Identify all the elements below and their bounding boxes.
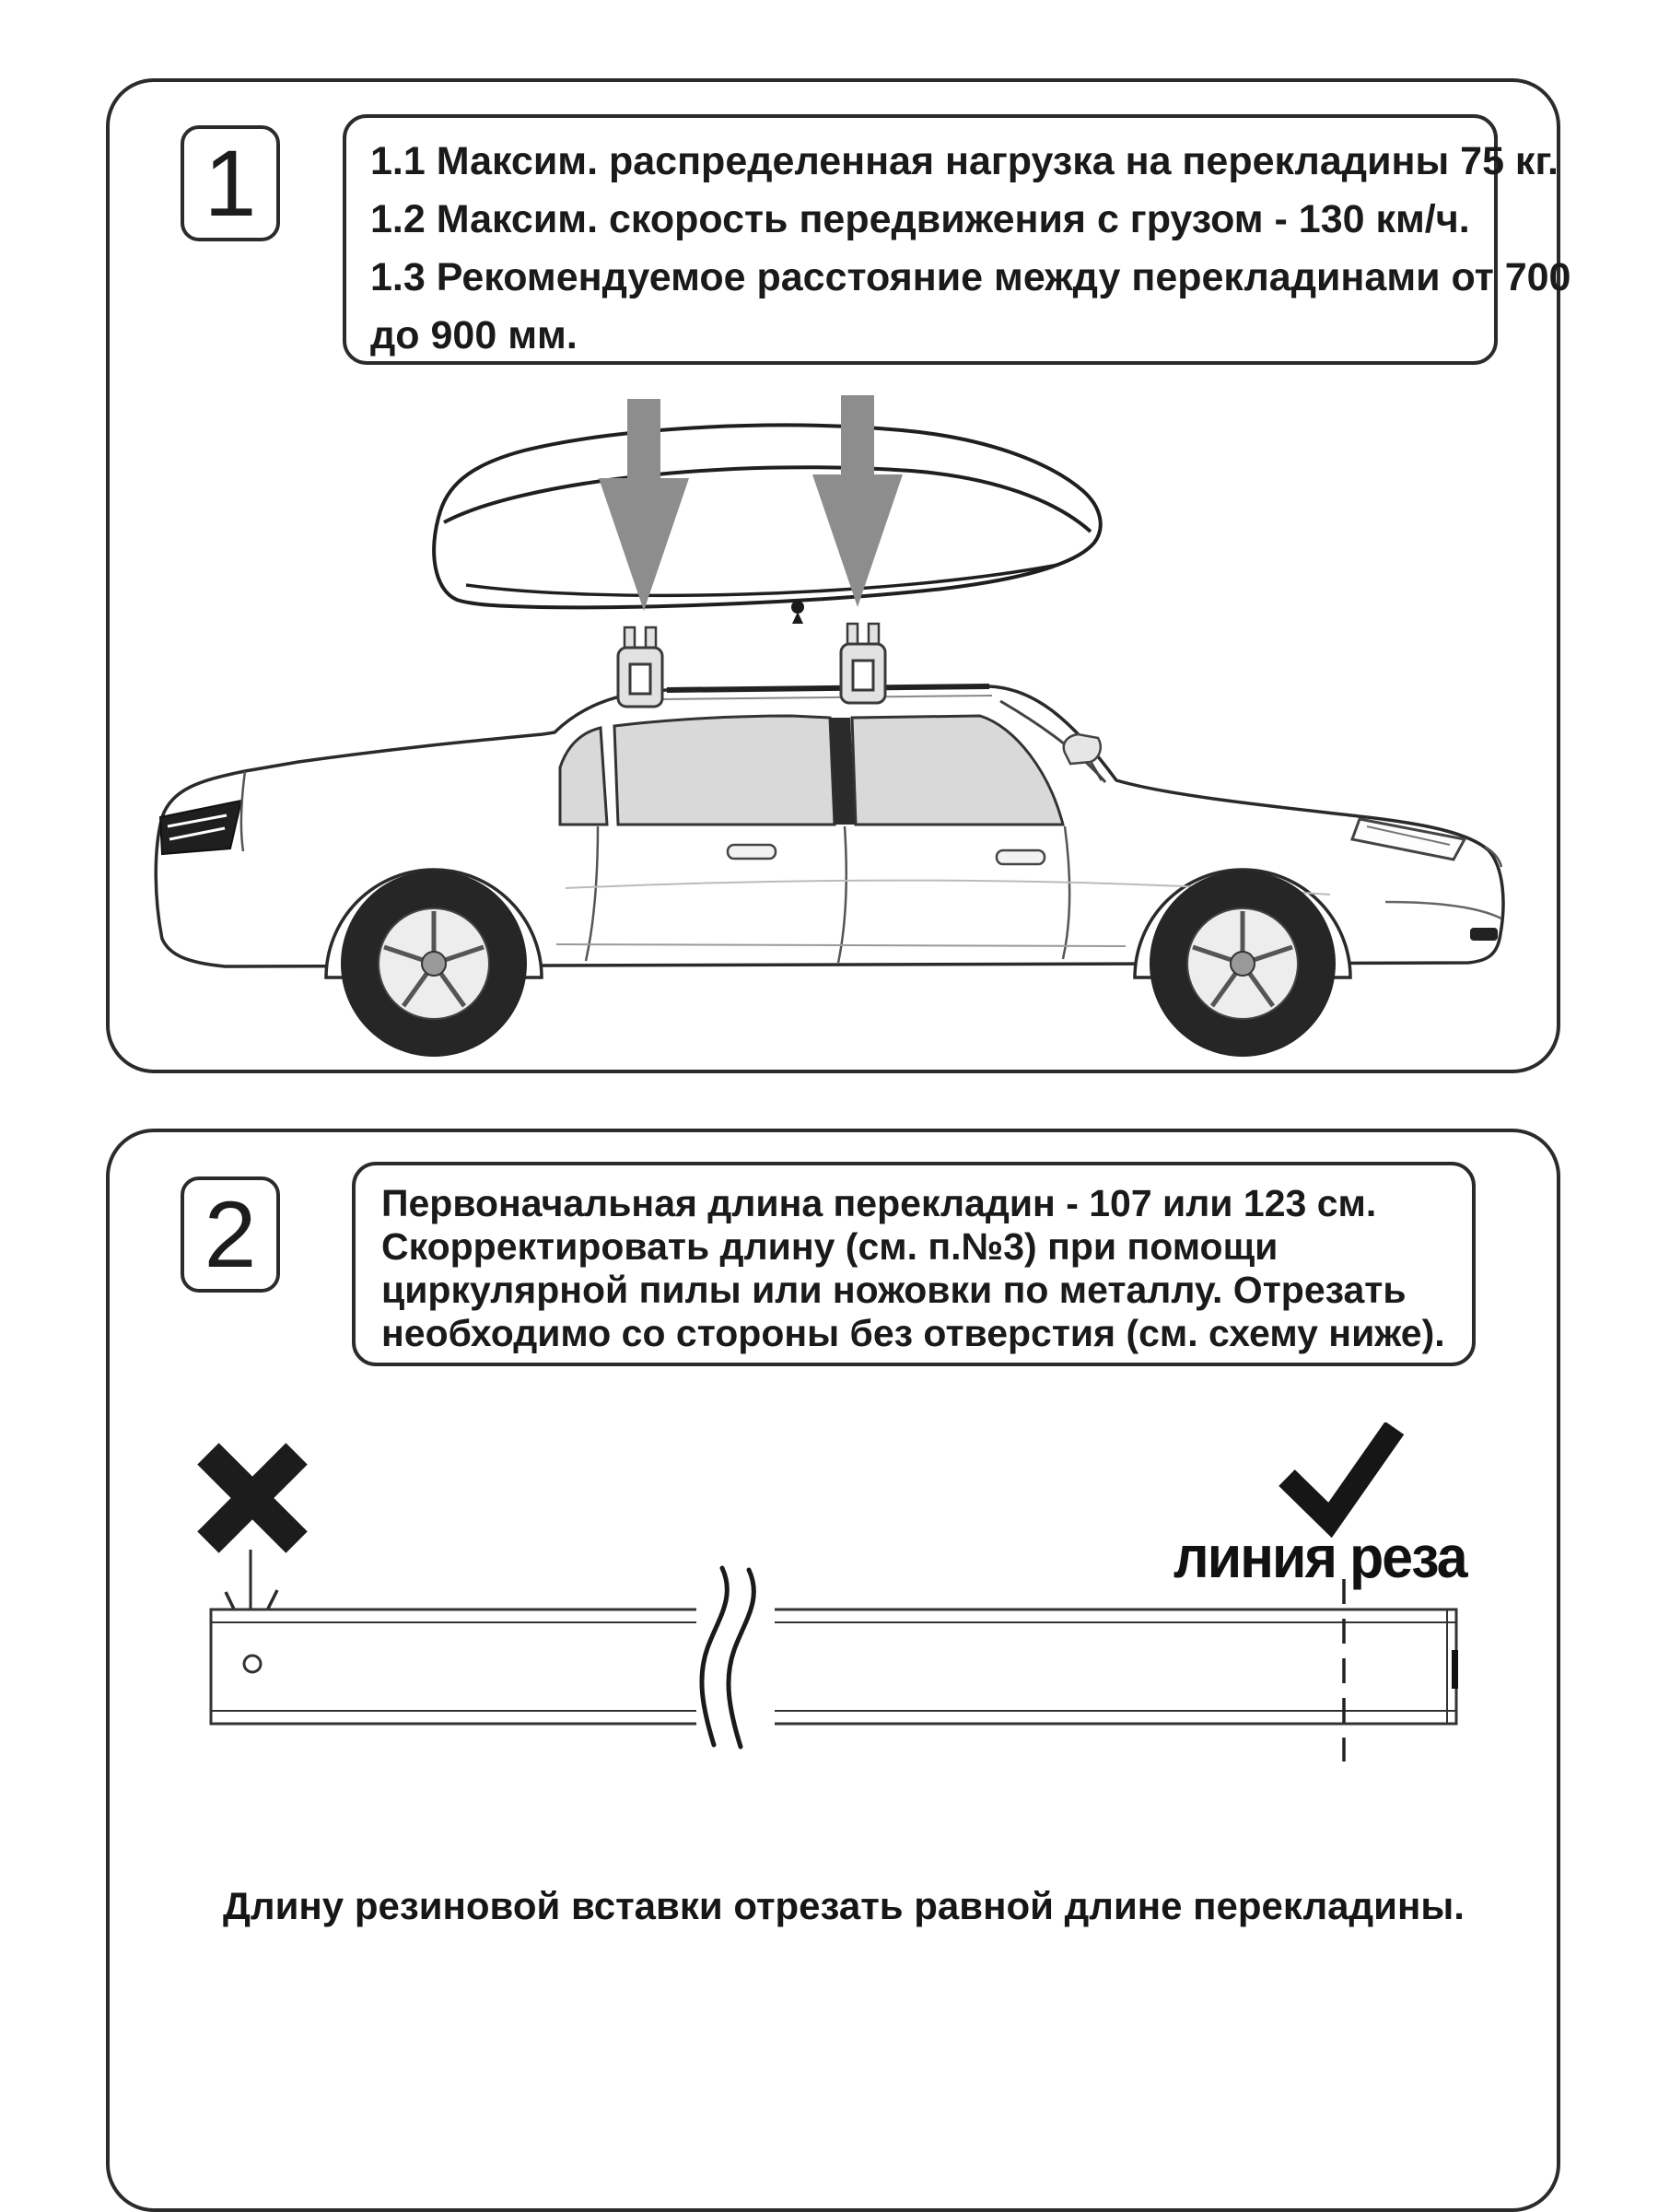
instruction-line: Первоначальная длина перекладин - 107 или 123 см. xyxy=(381,1182,1377,1224)
step-number: 1 xyxy=(204,130,257,236)
step-number-box xyxy=(181,1176,280,1293)
instruction-line: 1.2 Максим. скорость передвижения с грузом - 130 км/ч. xyxy=(370,197,1470,241)
instruction-line: 1.1 Максим. распределенная нагрузка на перекладины 75 кг. xyxy=(370,139,1559,183)
panel-step-1 xyxy=(106,78,1571,1073)
instruction-line: необходимо со стороны без отверстия (см. схему ниже). xyxy=(381,1312,1445,1354)
roof-box-outline xyxy=(434,426,1101,608)
instructions-box xyxy=(343,114,1571,365)
mount-clamp-right xyxy=(841,624,885,703)
instruction-line: циркулярной пилы или ножовки по металлу. Отрезать xyxy=(381,1269,1407,1311)
lock-keyhole xyxy=(791,601,804,614)
fog-light xyxy=(1470,928,1498,941)
car-with-roof-box-illustration xyxy=(133,386,1533,1072)
instruction-line: 1.3 Рекомендуемое расстояние между перекладинами от 700 xyxy=(370,255,1571,299)
instructions-box xyxy=(352,1162,1476,1366)
clamp-slot xyxy=(853,661,873,690)
front-wheel xyxy=(1150,871,1336,1057)
car-body xyxy=(156,686,1503,1057)
bar-end-slot xyxy=(1452,1650,1458,1689)
break-mark xyxy=(696,1568,775,1747)
side-mirror xyxy=(1064,734,1101,764)
roof-rail xyxy=(667,686,989,690)
cut-line-label: линия реза xyxy=(1173,1524,1466,1590)
step-number-box xyxy=(181,125,280,241)
door-handle xyxy=(997,850,1045,864)
step-number: 2 xyxy=(204,1181,257,1287)
panel-step-2 xyxy=(106,1129,1560,2212)
roof-box xyxy=(434,426,1101,624)
mount-clamp-left xyxy=(618,627,662,707)
lock-keyhole-tail xyxy=(792,612,803,624)
crossbar-profile xyxy=(211,1609,1458,1724)
instruction-line: Скорректировать длину (см. п.№3) при помощи xyxy=(381,1225,1279,1268)
crossbar-cut-diagram xyxy=(123,1422,1560,1782)
rear-door-window xyxy=(614,716,835,825)
door-handle xyxy=(728,845,776,859)
rear-wheel xyxy=(341,871,527,1057)
check-mark-icon xyxy=(1287,1428,1395,1520)
mounting-hole xyxy=(244,1656,261,1672)
x-mark-icon xyxy=(197,1443,308,1553)
instruction-line: до 900 мм. xyxy=(370,313,578,357)
clamp-slot xyxy=(630,664,650,694)
bottom-note: Длину резиновой вставки отрезать равной длине перекладины. xyxy=(223,1884,1465,1927)
